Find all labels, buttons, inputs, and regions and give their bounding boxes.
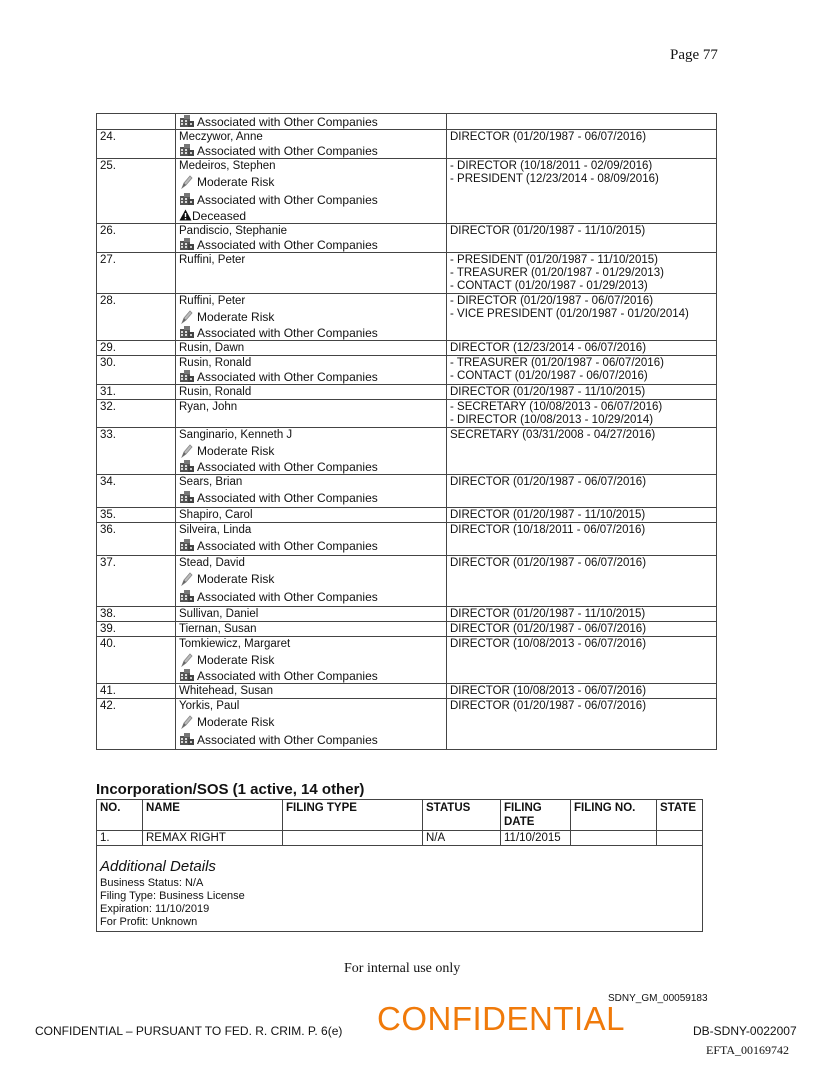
officer-cell (176, 523, 447, 556)
table-row (97, 637, 717, 684)
officer-roles (447, 341, 717, 356)
officer-cell (176, 224, 447, 253)
role-line: DIRECTOR (01/20/1987 - 06/07/2016) (450, 623, 647, 635)
table-cell: REMAX RIGHT (143, 831, 283, 846)
table-row (97, 159, 717, 224)
table-cell: 11/10/2015 (501, 831, 571, 846)
incorporation-title: Incorporation/SOS (1 active, 14 other) (96, 781, 365, 798)
column-header: STATE (657, 800, 703, 831)
officer-name: Tiernan, Susan (179, 623, 257, 635)
role-line: - PRESIDENT (01/20/1987 - 11/10/2015) (450, 254, 658, 266)
building-icon (179, 460, 197, 474)
associated-tag (179, 115, 443, 129)
additional-details (97, 846, 703, 932)
officer-cell (176, 159, 447, 224)
role-line: SECRETARY (03/31/2008 - 04/27/2016) (450, 429, 656, 441)
officer-no: 36. (97, 523, 176, 556)
associated-label: Associated with Other Companies (197, 143, 378, 158)
officer-roles (447, 475, 717, 508)
officer-no: 32. (97, 400, 176, 428)
officer-roles (447, 607, 717, 622)
officer-roles (447, 428, 717, 475)
associated-tag (179, 144, 443, 158)
building-icon (179, 193, 197, 207)
officer-name: Stead, David (179, 557, 245, 569)
officer-roles (447, 159, 717, 224)
table-row (97, 523, 717, 556)
deceased-label: Deceased (192, 208, 247, 223)
role-line: - TREASURER (01/20/1987 - 06/07/2016) (450, 357, 664, 369)
column-header: FILING TYPE (283, 800, 423, 831)
officer-name: Yorkis, Paul (179, 700, 240, 712)
officer-no: 31. (97, 385, 176, 400)
table-row (97, 831, 703, 846)
table-row (97, 294, 717, 341)
building-icon (179, 370, 197, 384)
officer-roles (447, 637, 717, 684)
officer-roles (447, 356, 717, 385)
associated-label: Associated with Other Companies (197, 538, 378, 553)
table-cell: N/A (423, 831, 501, 846)
officer-roles (447, 523, 717, 556)
bates-number: SDNY_GM_00059183 (608, 993, 708, 1004)
table-row (97, 356, 717, 385)
role-line: DIRECTOR (01/20/1987 - 06/07/2016) (450, 557, 647, 569)
role-line: DIRECTOR (01/20/1987 - 06/07/2016) (450, 700, 647, 712)
officer-cell (176, 341, 447, 356)
officer-no: 26. (97, 224, 176, 253)
associated-tag (179, 537, 443, 555)
officer-no: 24. (97, 130, 176, 159)
page-number: Page 77 (670, 47, 718, 63)
moderate-risk-tag (179, 173, 443, 191)
officer-cell (176, 428, 447, 475)
officer-roles (447, 114, 717, 130)
pen-icon (179, 444, 197, 458)
moderate-risk-tag (179, 713, 443, 731)
moderate-risk-label: Moderate Risk (197, 571, 275, 586)
column-header: FILING NO. (571, 800, 657, 831)
column-header: STATUS (423, 800, 501, 831)
officer-cell (176, 699, 447, 750)
officer-roles (447, 556, 717, 607)
role-line: DIRECTOR (01/20/1987 - 11/10/2015) (450, 386, 646, 398)
officer-cell (176, 508, 447, 523)
officer-no: 28. (97, 294, 176, 341)
officer-no: 29. (97, 341, 176, 356)
table-row (97, 699, 717, 750)
role-line: - VICE PRESIDENT (01/20/1987 - 01/20/2014) (450, 308, 689, 320)
officer-cell (176, 114, 447, 130)
officer-cell (176, 385, 447, 400)
role-line: DIRECTOR (01/20/1987 - 06/07/2016) (450, 476, 647, 488)
details-line: For Profit: Unknown (100, 916, 198, 928)
officer-cell (176, 130, 447, 159)
moderate-risk-label: Moderate Risk (197, 714, 275, 729)
officer-no: 30. (97, 356, 176, 385)
moderate-risk-label: Moderate Risk (197, 309, 275, 324)
details-row (97, 846, 703, 932)
column-header: NO. (97, 800, 143, 831)
officer-roles (447, 622, 717, 637)
officer-name: Tomkiewicz, Margaret (179, 638, 291, 650)
moderate-risk-label: Moderate Risk (197, 652, 275, 667)
table-row (97, 341, 717, 356)
associated-tag (179, 460, 443, 474)
officer-roles (447, 224, 717, 253)
associated-tag (179, 489, 443, 507)
moderate-risk-label: Moderate Risk (197, 443, 275, 458)
associated-tag (179, 370, 443, 384)
building-icon (179, 733, 197, 747)
role-line: DIRECTOR (10/08/2013 - 06/07/2016) (450, 638, 647, 650)
role-line: - SECRETARY (10/08/2013 - 06/07/2016) (450, 401, 663, 413)
table-row (97, 508, 717, 523)
building-icon (179, 144, 197, 158)
officer-cell (176, 556, 447, 607)
building-icon (179, 491, 197, 505)
table-cell: 1. (97, 831, 143, 846)
officer-name: Sanginario, Kenneth J (179, 429, 293, 441)
officer-name: Rusin, Ronald (179, 386, 252, 398)
associated-label: Associated with Other Companies (197, 459, 378, 474)
role-line: - CONTACT (01/20/1987 - 01/29/2013) (450, 280, 648, 292)
table-row (97, 428, 717, 475)
officer-roles (447, 699, 717, 750)
table-row (97, 400, 717, 428)
warning-icon (179, 209, 192, 223)
officer-roles (447, 508, 717, 523)
associated-label: Associated with Other Companies (197, 325, 378, 340)
table-row (97, 622, 717, 637)
officer-roles (447, 294, 717, 341)
moderate-risk-tag (179, 651, 443, 669)
table-row (97, 130, 717, 159)
table-row (97, 607, 717, 622)
officer-cell (176, 607, 447, 622)
role-line: DIRECTOR (10/18/2011 - 06/07/2016) (450, 524, 646, 536)
officer-roles (447, 400, 717, 428)
officer-no: 39. (97, 622, 176, 637)
officer-no: 27. (97, 253, 176, 294)
officer-cell (176, 684, 447, 699)
table-header-row (97, 800, 703, 831)
associated-tag (179, 326, 443, 340)
associated-label: Associated with Other Companies (197, 668, 378, 683)
officer-name: Pandiscio, Stephanie (179, 225, 288, 237)
confidential-stamp: CONFIDENTIAL (377, 1000, 626, 1037)
officer-no: 37. (97, 556, 176, 607)
associated-label: Associated with Other Companies (197, 192, 378, 207)
role-line: - CONTACT (01/20/1987 - 06/07/2016) (450, 370, 648, 382)
officer-no: 40. (97, 637, 176, 684)
officer-no: 25. (97, 159, 176, 224)
officer-cell (176, 400, 447, 428)
incorporation-table (96, 799, 703, 932)
officer-name: Rusin, Dawn (179, 342, 245, 354)
pen-icon (179, 715, 197, 729)
building-icon (179, 326, 197, 340)
officer-cell (176, 637, 447, 684)
table-row (97, 114, 717, 130)
role-line: - DIRECTOR (10/18/2011 - 02/09/2016) (450, 160, 653, 172)
bates-right: DB-SDNY-0022007 (693, 1024, 797, 1038)
officer-roles (447, 684, 717, 699)
officer-name: Sears, Brian (179, 476, 243, 488)
officer-no: 42. (97, 699, 176, 750)
confidential-notice: CONFIDENTIAL – PURSUANT TO FED. R. CRIM. P. 6(e) (35, 1024, 343, 1038)
details-line: Filing Type: Business License (100, 890, 245, 902)
role-line: - PRESIDENT (12/23/2014 - 08/09/2016) (450, 173, 659, 185)
role-line: DIRECTOR (01/20/1987 - 06/07/2016) (450, 131, 647, 143)
associated-tag (179, 191, 443, 209)
role-line: DIRECTOR (12/23/2014 - 06/07/2016) (450, 342, 647, 354)
officer-name: Medeiros, Stephen (179, 160, 276, 172)
role-line: DIRECTOR (01/20/1987 - 11/10/2015) (450, 225, 646, 237)
associated-tag (179, 588, 443, 606)
officer-name: Rusin, Ronald (179, 357, 252, 369)
deceased-tag (179, 209, 443, 223)
officer-cell (176, 253, 447, 294)
column-header: FILING DATE (501, 800, 571, 831)
officer-cell (176, 294, 447, 341)
officer-name: Meczywor, Anne (179, 131, 263, 143)
details-title: Additional Details (100, 858, 216, 875)
associated-label: Associated with Other Companies (197, 237, 378, 252)
role-line: - DIRECTOR (10/08/2013 - 10/29/2014) (450, 414, 654, 426)
officer-name: Ruffini, Peter (179, 254, 246, 266)
pen-icon (179, 310, 197, 324)
building-icon (179, 115, 197, 129)
pen-icon (179, 653, 197, 667)
internal-use-note: For internal use only (344, 961, 461, 976)
officer-cell (176, 356, 447, 385)
role-line: DIRECTOR (01/20/1987 - 11/10/2015) (450, 608, 646, 620)
associated-tag (179, 731, 443, 749)
officer-name: Ruffini, Peter (179, 295, 246, 307)
associated-label: Associated with Other Companies (197, 589, 378, 604)
table-row (97, 224, 717, 253)
associated-label: Associated with Other Companies (197, 732, 378, 747)
table-cell (657, 831, 703, 846)
building-icon (179, 669, 197, 683)
officer-cell (176, 622, 447, 637)
associated-tag (179, 669, 443, 683)
officer-name: Whitehead, Susan (179, 685, 273, 697)
table-row (97, 475, 717, 508)
officer-roles (447, 253, 717, 294)
associated-tag (179, 238, 443, 252)
officer-no (97, 114, 176, 130)
officer-no: 33. (97, 428, 176, 475)
table-cell (571, 831, 657, 846)
officer-name: Sullivan, Daniel (179, 608, 259, 620)
efta-number: EFTA_00169742 (706, 1043, 790, 1057)
officer-roles (447, 385, 717, 400)
officer-no: 35. (97, 508, 176, 523)
officer-no: 34. (97, 475, 176, 508)
officers-table (96, 113, 717, 750)
associated-label: Associated with Other Companies (197, 114, 378, 129)
officer-name: Silveira, Linda (179, 524, 252, 536)
building-icon (179, 590, 197, 604)
building-icon (179, 539, 197, 553)
associated-label: Associated with Other Companies (197, 369, 378, 384)
officer-no: 41. (97, 684, 176, 699)
officer-roles (447, 130, 717, 159)
pen-icon (179, 572, 197, 586)
officer-cell (176, 475, 447, 508)
details-line: Business Status: N/A (100, 877, 204, 889)
building-icon (179, 238, 197, 252)
associated-label: Associated with Other Companies (197, 490, 378, 505)
role-line: - TREASURER (01/20/1987 - 01/29/2013) (450, 267, 664, 279)
role-line: - DIRECTOR (01/20/1987 - 06/07/2016) (450, 295, 654, 307)
table-row (97, 253, 717, 294)
moderate-risk-tag (179, 442, 443, 460)
table-row (97, 385, 717, 400)
table-row (97, 684, 717, 699)
moderate-risk-label: Moderate Risk (197, 174, 275, 189)
officer-name: Shapiro, Carol (179, 509, 253, 521)
role-line: DIRECTOR (10/08/2013 - 06/07/2016) (450, 685, 647, 697)
column-header: NAME (143, 800, 283, 831)
moderate-risk-tag (179, 308, 443, 326)
table-cell (283, 831, 423, 846)
moderate-risk-tag (179, 570, 443, 588)
table-row (97, 556, 717, 607)
role-line: DIRECTOR (01/20/1987 - 11/10/2015) (450, 509, 646, 521)
details-line: Expiration: 11/10/2019 (100, 903, 210, 915)
officer-no: 38. (97, 607, 176, 622)
officer-name: Ryan, John (179, 401, 238, 413)
pen-icon (179, 175, 197, 189)
